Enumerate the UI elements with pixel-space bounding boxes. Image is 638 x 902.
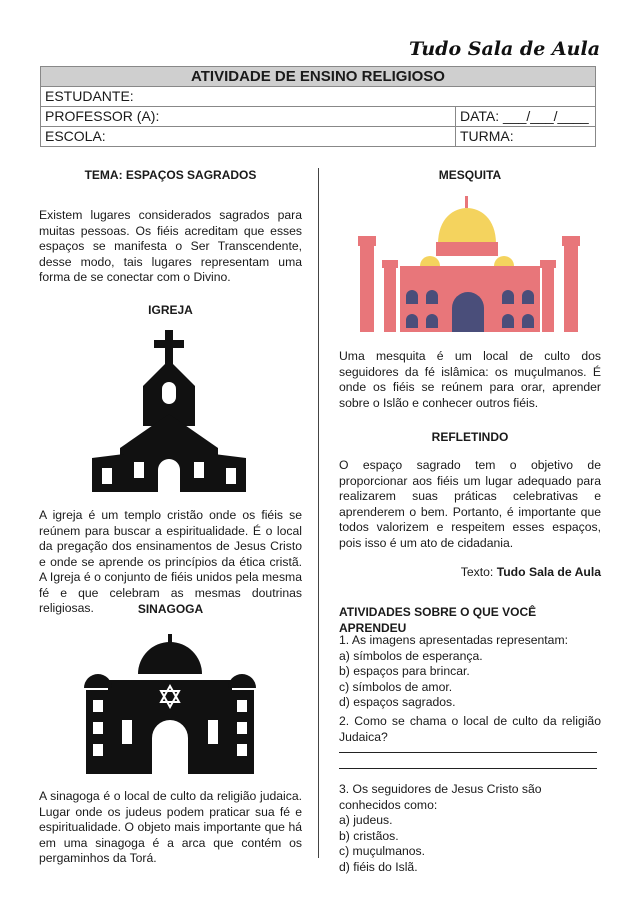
text-credit bbox=[339, 565, 601, 581]
teacher-field: PROFESSOR (A): bbox=[41, 107, 456, 127]
synagogue-paragraph: A sinagoga é o local de culto da religião judaica. Lugar onde os judeus podem praticar sua fé e espiritualidade. O objeto mais importante que há em uma sinagoga é a arca que contém os pergaminhos da Torá. bbox=[39, 789, 302, 865]
mosque-icon bbox=[358, 196, 582, 332]
credit-source: Tudo Sala de Aula bbox=[496, 565, 601, 579]
student-field: ESTUDANTE: bbox=[41, 87, 596, 107]
question-2-text: 2. Como se chama o local de culto da religião Judaica? bbox=[339, 714, 601, 744]
answer-line-1[interactable] bbox=[339, 752, 597, 753]
header-table bbox=[40, 66, 596, 147]
synagogue-heading: SINAGOGA bbox=[137, 602, 204, 616]
question-1 bbox=[339, 633, 601, 711]
q3-option-c: c) muçulmanos. bbox=[339, 844, 426, 858]
reflect-paragraph: O espaço sagrado tem o objetivo de proporcionar aos fiéis um lugar adequado para realizarem suas práticas celebrativas e aprenderem o bem. Portanto, é importante que todos valorizem e respeitem esses espaços, pois isso é um ato de cidadania. bbox=[339, 458, 601, 550]
reflect-heading: REFLETINDO bbox=[431, 430, 509, 444]
date-field: DATA: ___/___/____ bbox=[456, 107, 596, 127]
answer-line-2[interactable] bbox=[339, 768, 597, 769]
brand-logo: Tudo Sala de Aula bbox=[408, 38, 600, 60]
theme-heading: TEMA: ESPAÇOS SAGRADOS bbox=[84, 168, 257, 182]
church-icon bbox=[92, 330, 246, 492]
question-1-text: 1. As imagens apresentadas representam: bbox=[339, 633, 568, 647]
church-heading: IGREJA bbox=[148, 303, 193, 317]
class-field: TURMA: bbox=[456, 127, 596, 147]
column-divider bbox=[318, 168, 319, 858]
question-3-text: 3. Os seguidores de Jesus Cristo são conhecidos como: bbox=[339, 782, 542, 812]
q1-option-b: b) espaços para brincar. bbox=[339, 664, 470, 678]
q1-option-d: d) espaços sagrados. bbox=[339, 695, 456, 709]
q1-option-a: a) símbolos de esperança. bbox=[339, 648, 483, 663]
q3-option-a: a) judeus. bbox=[339, 813, 393, 827]
mosque-paragraph: Uma mesquita é um local de culto dos seguidores da fé islâmica: os muçulmanos. É onde os fiéis se reúnem para orar, aprender sobre o Islão e conhecer outros fiéis. bbox=[339, 349, 601, 410]
q3-option-d: d) fiéis do Islã. bbox=[339, 859, 418, 874]
worksheet-title: ATIVIDADE DE ENSINO RELIGIOSO bbox=[41, 67, 596, 87]
credit-label: Texto: bbox=[460, 565, 497, 579]
q1-option-c: c) símbolos de amor. bbox=[339, 679, 453, 694]
synagogue-icon bbox=[82, 634, 258, 774]
activities-heading: ATIVIDADES SOBRE O QUE VOCÊ APRENDEU bbox=[339, 605, 537, 635]
school-field: ESCOLA: bbox=[41, 127, 456, 147]
mosque-heading: MESQUITA bbox=[438, 168, 502, 182]
question-3 bbox=[339, 782, 601, 875]
q3-option-b: b) cristãos. bbox=[339, 828, 399, 843]
church-paragraph: A igreja é um templo cristão onde os fiéis se reúnem para buscar a espiritualidade. É o local da pregação dos ensinamentos de Jesus Cristo e onde se aprende os princípios da ética cristã. A Igreja é o conjunto de fiéis unidos pela mesma fé e que celebram as mesmas doutrinas religiosas. bbox=[39, 508, 302, 615]
intro-paragraph: Existem lugares considerados sagrados para muitas pessoas. Os fiéis acreditam que esses espaços se manifesta o Ser Transcendente, desse modo, tais lugares representam uma forma de se conectar com o Divino. bbox=[39, 208, 302, 284]
